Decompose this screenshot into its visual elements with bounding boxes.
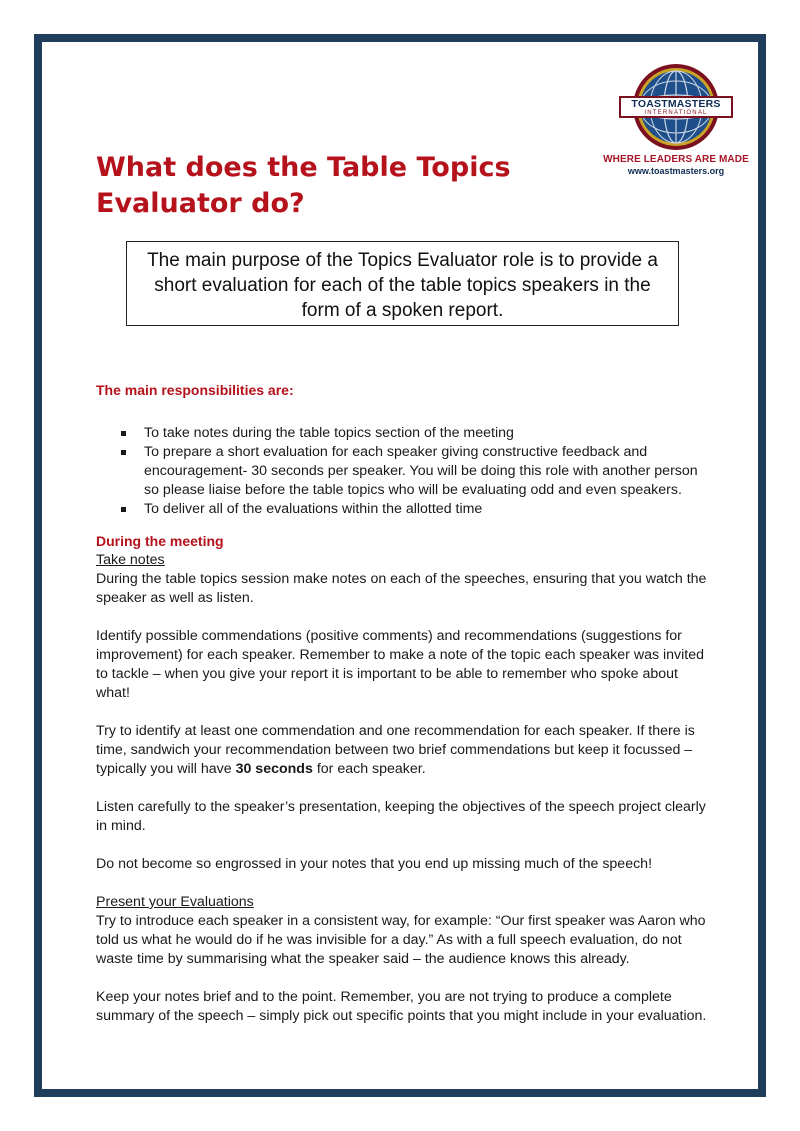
time-emphasis: 30 seconds	[235, 761, 313, 777]
purpose-box: The main purpose of the Topics Evaluator role is to provide a short evaluation for each of the table topics speakers in the form of a spoken report.	[126, 241, 679, 326]
responsibilities-heading: The main responsibilities are:	[96, 382, 294, 398]
paragraph: Identify possible commendations (positive comments) and recommendations (suggestions for improvement) for each speaker. Remember to make a note of the topic each speaker was invited to tackle – when you give your report it is important to be able to remember who spoke about what!	[96, 628, 705, 701]
logo-tagline: WHERE LEADERS ARE MADE	[603, 154, 749, 165]
list-item-text: To deliver all of the evaluations within the allotted time	[144, 501, 483, 517]
logo-sub: INTERNATIONAL	[644, 110, 708, 116]
list-item-text: To take notes during the table topics section of the meeting	[144, 425, 514, 441]
list-item	[118, 443, 708, 500]
list-item	[118, 424, 708, 443]
paragraph-text: for each speaker.	[312, 761, 426, 777]
toastmasters-logo	[588, 62, 768, 182]
paragraph: During the table topics session make notes on each of the speeches, ensuring that you watch the speaker as well as listen.	[96, 571, 707, 606]
paragraph: Listen carefully to the speaker’s presentation, keeping the objectives of the speech project clearly in mind.	[96, 799, 706, 834]
paragraph: Do not become so engrossed in your notes that you end up missing much of the speech!	[96, 856, 653, 872]
during-heading: During the meeting	[96, 533, 224, 549]
bullet-icon	[121, 431, 126, 436]
bullet-icon	[121, 450, 126, 455]
paragraph: Try to introduce each speaker in a consistent way, for example: “Our first speaker was Aaron who told us what he would do if he was invisible for a day.” As with a full speech evaluation, do not waste time by summarising what the speaker said – the audience knows this already.	[96, 913, 706, 967]
page-title: What does the Table Topics Evaluator do?	[96, 152, 511, 219]
bullet-icon	[121, 507, 126, 512]
logo-wordmark	[619, 96, 733, 118]
paragraph: Keep your notes brief and to the point. Remember, you are not trying to produce a complete summary of the speech – simply pick out specific points that you might include in your evaluation.	[96, 989, 707, 1024]
take-notes-subheading: Take notes	[96, 552, 165, 568]
present-subheading: Present your Evaluations	[96, 894, 254, 910]
paragraph	[96, 722, 710, 779]
logo-name: TOASTMASTERS	[631, 98, 721, 110]
paragraph-text: Try to identify at least one commendation and one recommendation for each speaker. If there is time, sandwich your recommendation between two brief commendations but keep it focussed – typically you will have	[96, 723, 695, 777]
list-item-text: To prepare a short evaluation for each speaker giving constructive feedback and encouragement- 30 seconds per speaker. You will be doing this role with another person so please liaise before the table topics who will be evaluating odd and even speakers.	[144, 444, 698, 498]
during-section	[96, 551, 710, 1045]
list-item	[118, 500, 708, 519]
responsibilities-list	[118, 424, 708, 519]
logo-url: www.toastmasters.org	[627, 166, 725, 176]
